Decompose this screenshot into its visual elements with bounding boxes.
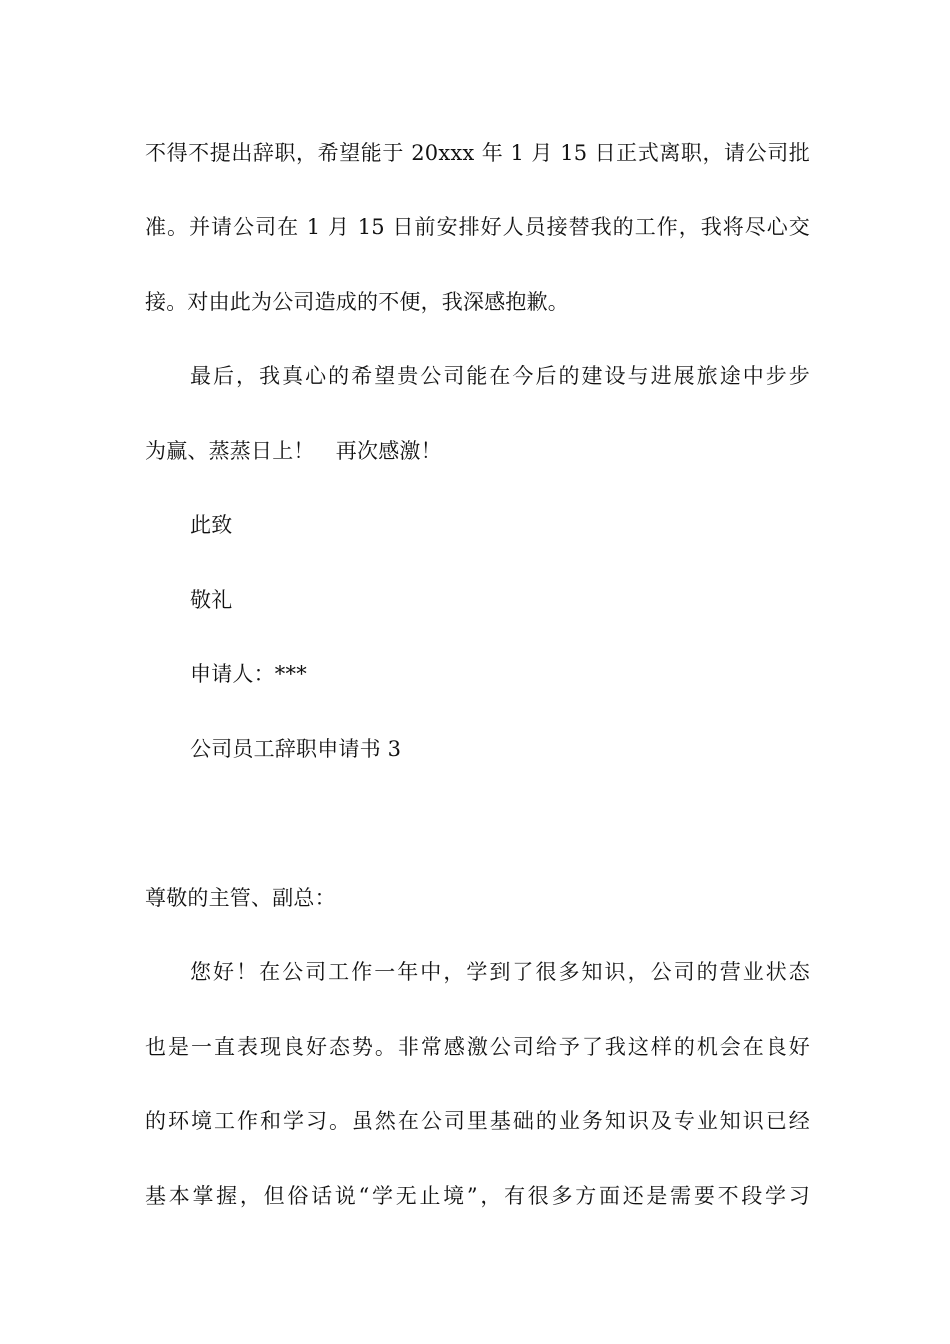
paragraph-line: 接。对由此为公司造成的不便，我深感抱歉。 (145, 290, 569, 314)
letter-greeting: 尊敬的主管、副总： (145, 886, 336, 910)
paragraph-line: 基本掌握，但俗话说“学无止境”，有很多方面还是需要不段学习 (145, 1184, 810, 1208)
closing-salutation: 此致 (190, 513, 233, 537)
paragraph-line: 也是一直表现良好态势。非常感激公司给予了我这样的机会在良好 (145, 1035, 810, 1059)
paragraph-line: 不得不提出辞职，希望能于 20xxx 年 1 月 15 日正式离职，请公司批 (145, 141, 810, 165)
closing-regards: 敬礼 (190, 588, 233, 612)
paragraph-line: 准。并请公司在 1 月 15 日前安排好人员接替我的工作，我将尽心交 (145, 215, 810, 239)
section-heading: 公司员工辞职申请书 3 (190, 737, 402, 761)
paragraph-line: 的环境工作和学习。虽然在公司里基础的业务知识及专业知识已经 (145, 1109, 810, 1133)
applicant-signature: 申请人：*** (190, 662, 307, 686)
paragraph-line: 为赢、蒸蒸日上！ 再次感激！ (145, 439, 442, 463)
paragraph-line: 最后，我真心的希望贵公司能在今后的建设与进展旅途中步步 (190, 364, 810, 388)
paragraph-line: 您好！在公司工作一年中，学到了很多知识，公司的营业状态 (190, 960, 810, 984)
